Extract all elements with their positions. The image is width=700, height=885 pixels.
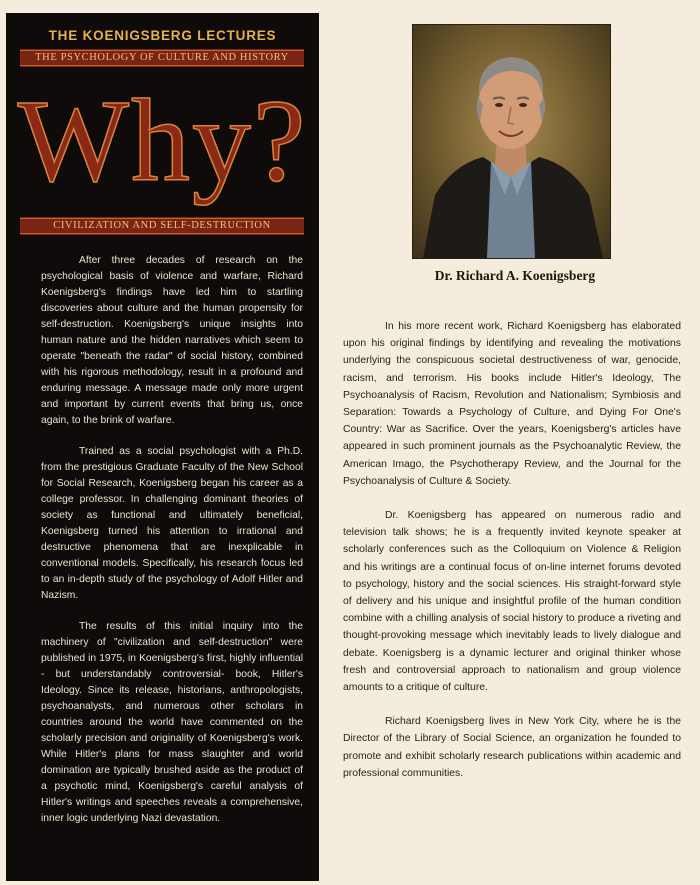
right-paragraph-2: Dr. Koenigsberg has appeared on numerous radio and television talk shows; he is a frequently invited keynote speaker at scholarly conferences such as the Colloquium on Violence & Religion and his writings are a continual focus of on-line internet forums devoted to psychology, history and the social sciences. His straight-forward style of delivery and his unique and insightful profile of the human condition combine with a chilling analysis of social history to produce a riveting and thought-provoking message which inevitably leads to lively dialogue and debate. Koenigsberg is a dynamic lecturer and original thinker whose fresh and controversial approach to nationalism and group violence amounts to a critique of culture. [343, 510, 681, 694]
photo-caption: Dr. Richard A. Koenigsberg [434, 268, 596, 283]
portrait-illustration [413, 25, 610, 258]
headline: Why? [17, 75, 308, 206]
right-body-text [343, 318, 681, 799]
right-paragraph-3: Richard Koenigsberg lives in New York City, where he is the Director of the Library of Social Science, an organization he founded to promote and exhibit scholarly research publications within academic and professional communities. [343, 716, 681, 779]
left-paragraph-3: The results of this initial inquiry into the machinery of "civilization and self-destruction" were published in 1975, in Koenigsberg's first, highly influential - but understandably controversial- book, Hitler's Ideology. Since its release, historians, anthropologists, psychoanalysts, and numerous other scholars in countries around the world have commented on the scholarly precision and originality of Koenigsberg's work. While Hitler's plans for mass slaughter and world domination are typically brushed aside as the product of a psychotic mind, Koenigsberg's careful analysis of Hitler's writings and speeches reveals a comprehensive, inner logic underlying Nazi devastation. [41, 621, 303, 824]
subtitle-band-bottom: CIVILIZATION AND SELF-DESTRUCTION [20, 217, 304, 235]
left-paragraph-2: Trained as a social psychologist with a Ph.D. from the prestigious Graduate Faculty of the New School for Social Research, Koenigsberg began his career as a college professor. In challenging dominant theories of society as functional and ultimately beneficial, Koenigsberg turned his attention to irrational and destructive phenomena that are inexplicable in conventional models. Specifically, his research focus led to an in-depth study of the psychology of Adolf Hitler and Nazism. [41, 446, 303, 601]
portrait-photo [412, 24, 611, 259]
left-column [6, 13, 319, 881]
left-body-text [41, 253, 303, 842]
left-paragraph-1: After three decades of research on the psychological basis of violence and warfare, Richard Koenigsberg's findings have led him to startling discoveries about culture and the human propensity for self-destruction. Koenigsberg's unique insights into human nature and the hidden narratives which seem to operate "beneath the radar" of social history, combined with his rigorous methodology, result in a profound and enduring message. A message made only more urgent and important by current events that bring us, once again, to the brink of warfare. [41, 255, 303, 426]
right-paragraph-1: In his more recent work, Richard Koenigsberg has elaborated upon his original findings by identifying and revealing the motivations underlying the conspicuous societal destructiveness of war, genocide, racism, and terrorism. His books include Hitler's Ideology, The Psychoanalysis of Racism, Revolution and Nationalism; Symbiosis and Separation: Towards a Psychology of Culture, and Dying For One's Country: War as Sacrifice. Over the years, Koenigsberg's articles have appeared in such prominent journals as the Psychoanalytic Review, the American Imago, the Psychotherapy Review, and the Journal for the Psychoanalysis of Culture & Society. [343, 321, 681, 487]
series-title: THE KOENIGSBERG LECTURES [48, 28, 277, 43]
subtitle-band-top: THE PSYCHOLOGY OF CULTURE AND HISTORY [20, 49, 304, 67]
